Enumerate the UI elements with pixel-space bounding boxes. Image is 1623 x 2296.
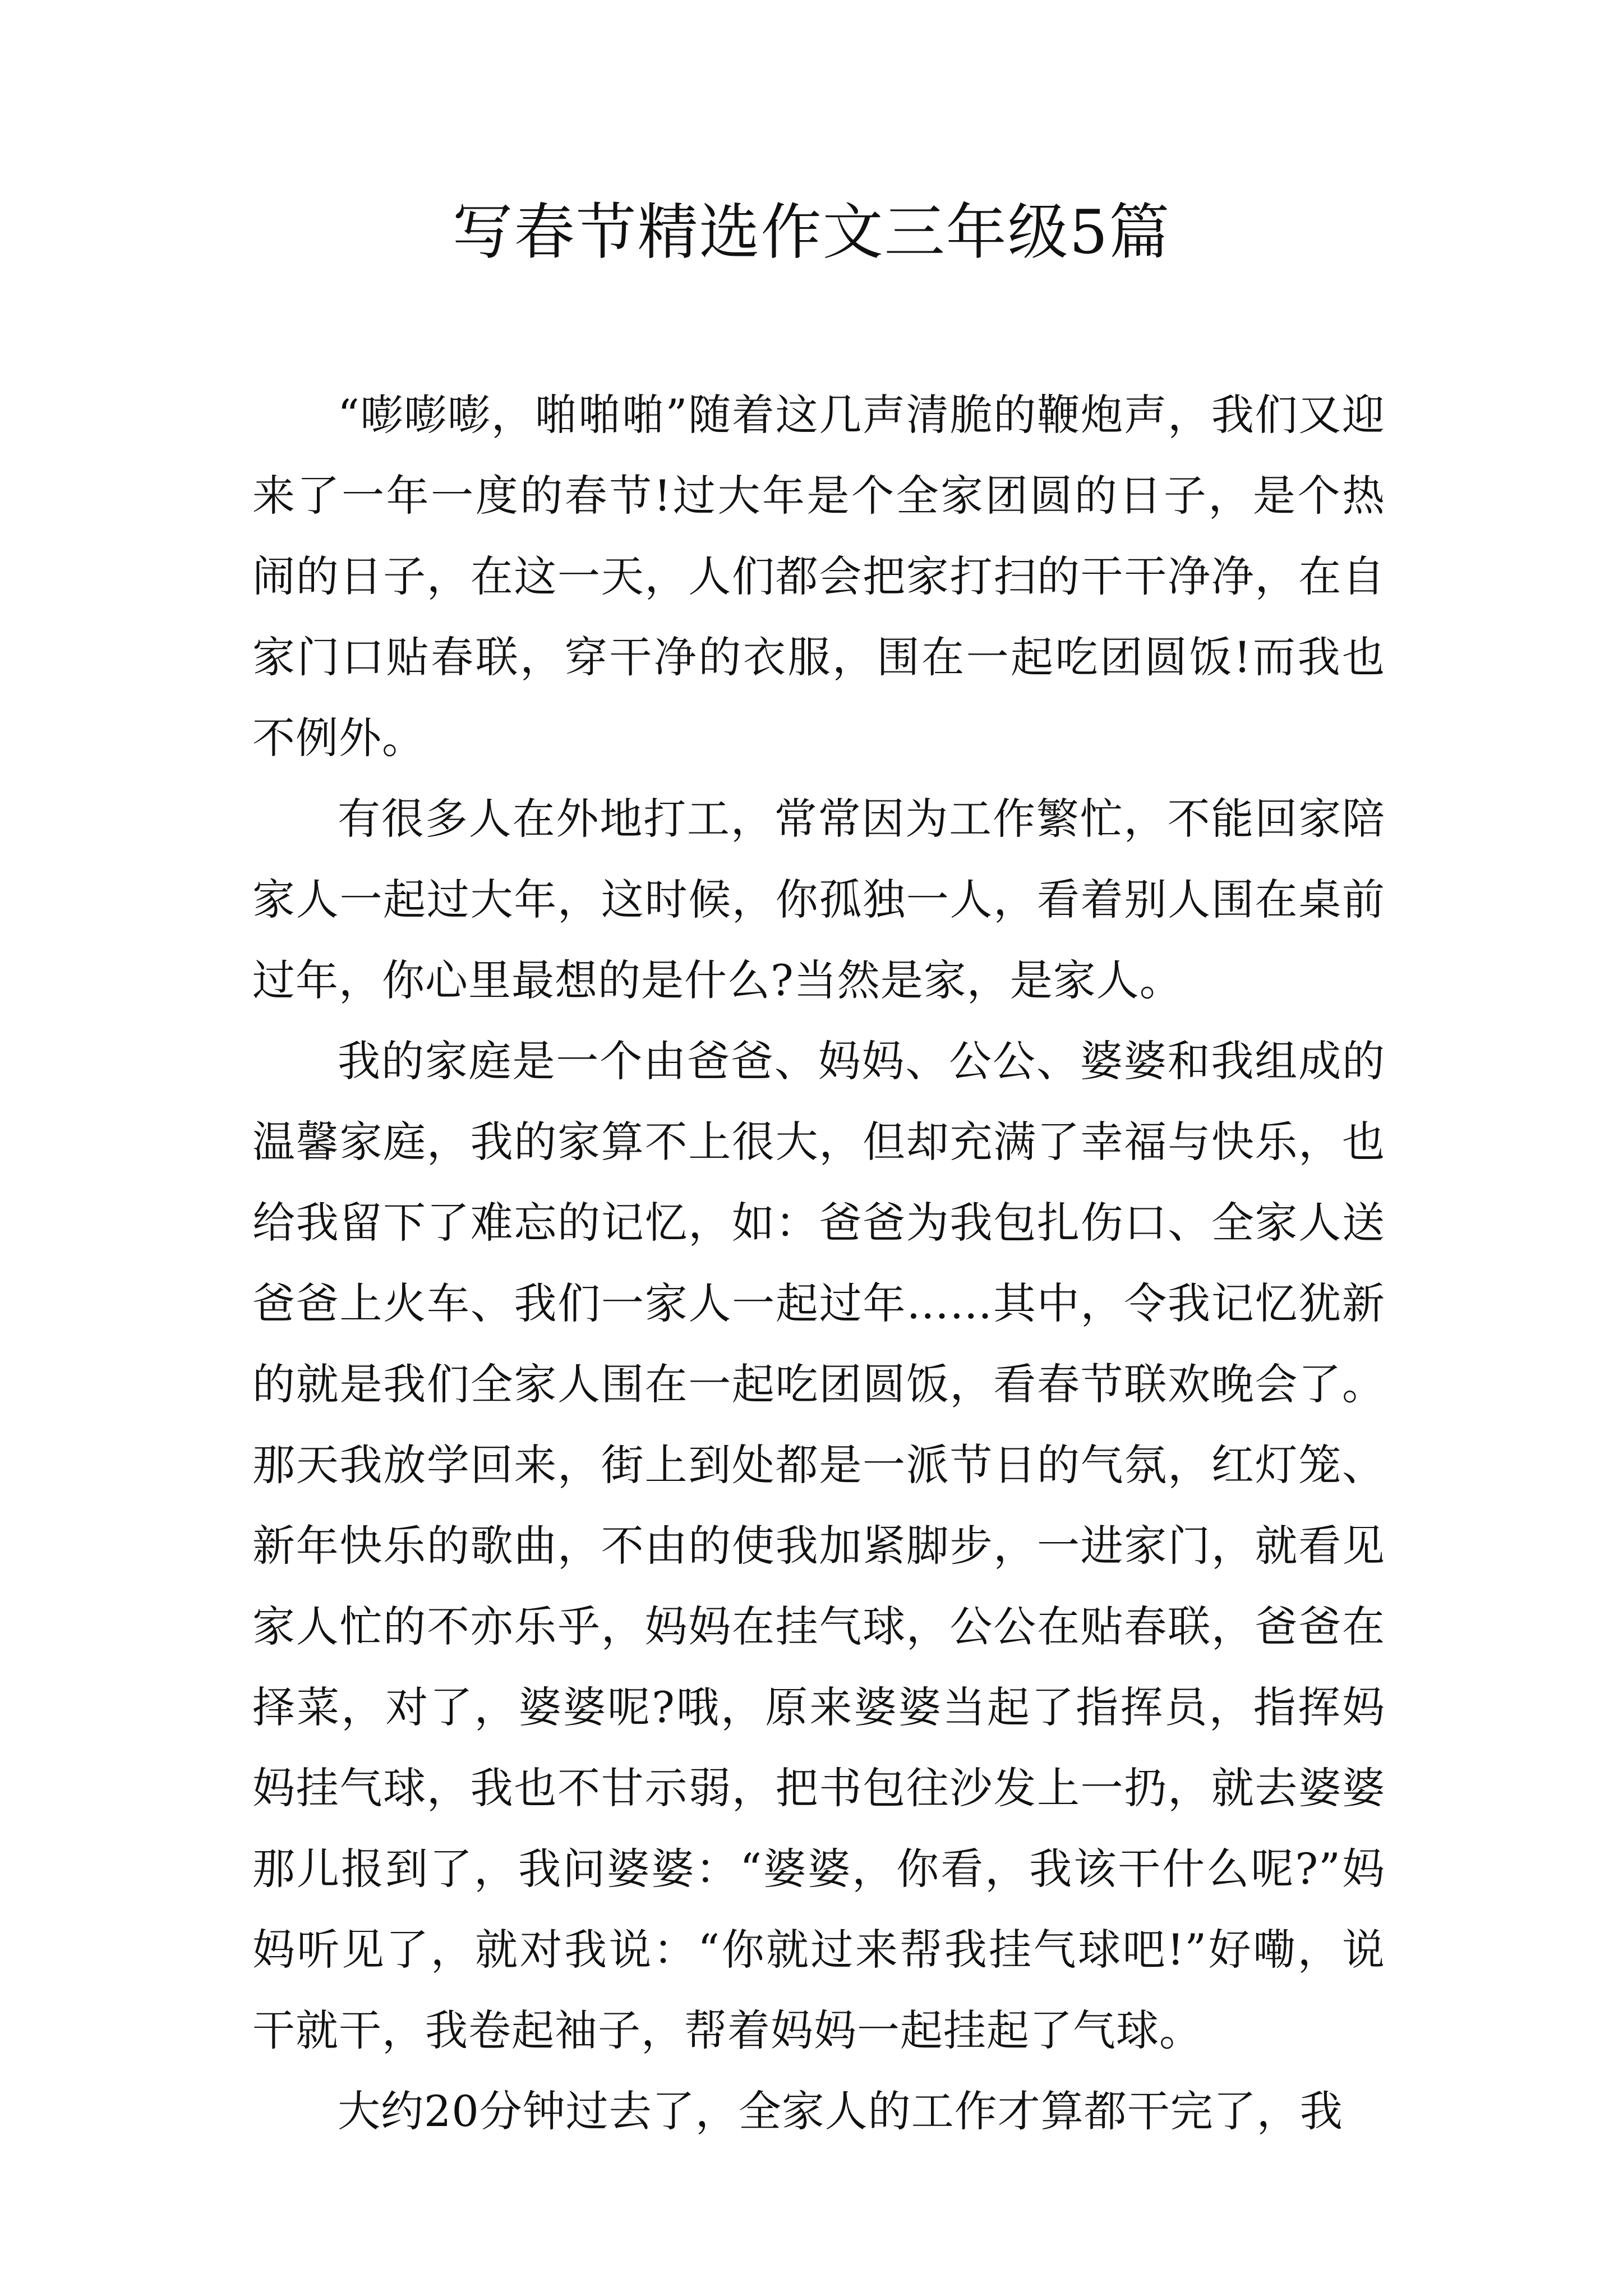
paragraph-3: 我的家庭是一个由爸爸、妈妈、公公、婆婆和我组成的温馨家庭，我的家算不上很大，但却充满了幸福与快乐，也给我留下了难忘的记忆，如：爸爸为我包扎伤口、全家人送爸爸上火车、我们一家人一起过年……其中，令我记忆犹新的就是我们全家人围在一起吃团圆饭，看春节联欢晚会了。那天我放学回来，街上到处都是一派节日的气氛，红灯笼、新年快乐的歌曲，不由的使我加紧脚步，一进家门，就看见家人忙的不亦乐乎，妈妈在挂气球，公公在贴春联，爸爸在择菜，对了，婆婆呢?哦，原来婆婆当起了指挥员，指挥妈妈挂气球，我也不甘示弱，把书包往沙发上一扔，就去婆婆那儿报到了，我问婆婆：“婆婆，你看，我该干什么呢?”妈妈听见了，就对我说：“你就过来帮我挂气球吧!”好嘞，说干就干，我卷起袖子，帮着妈妈一起挂起了气球。 [252, 1036, 1385, 2055]
document-body [252, 375, 1385, 2152]
paragraph-2: 有很多人在外地打工，常常因为工作繁忙，不能回家陪家人一起过大年，这时候，你孤独一人，看着别人围在桌前过年，你心里最想的是什么?当然是家，是家人。 [252, 794, 1385, 1005]
document-title: 写春节精选作文三年级5篇 [452, 197, 1171, 268]
paragraph-1: “嘭嘭嘭，啪啪啪”随着这几声清脆的鞭炮声，我们又迎来了一年一度的春节!过大年是个全家团圆的日子，是个热闹的日子，在这一天，人们都会把家打扫的干干净净，在自家门口贴春联，穿干净的衣服，围在一起吃团圆饭!而我也不例外。 [252, 390, 1385, 763]
paragraph-4: 大约20分钟过去了，全家人的工作才算都干完了，我 [338, 2086, 1343, 2136]
